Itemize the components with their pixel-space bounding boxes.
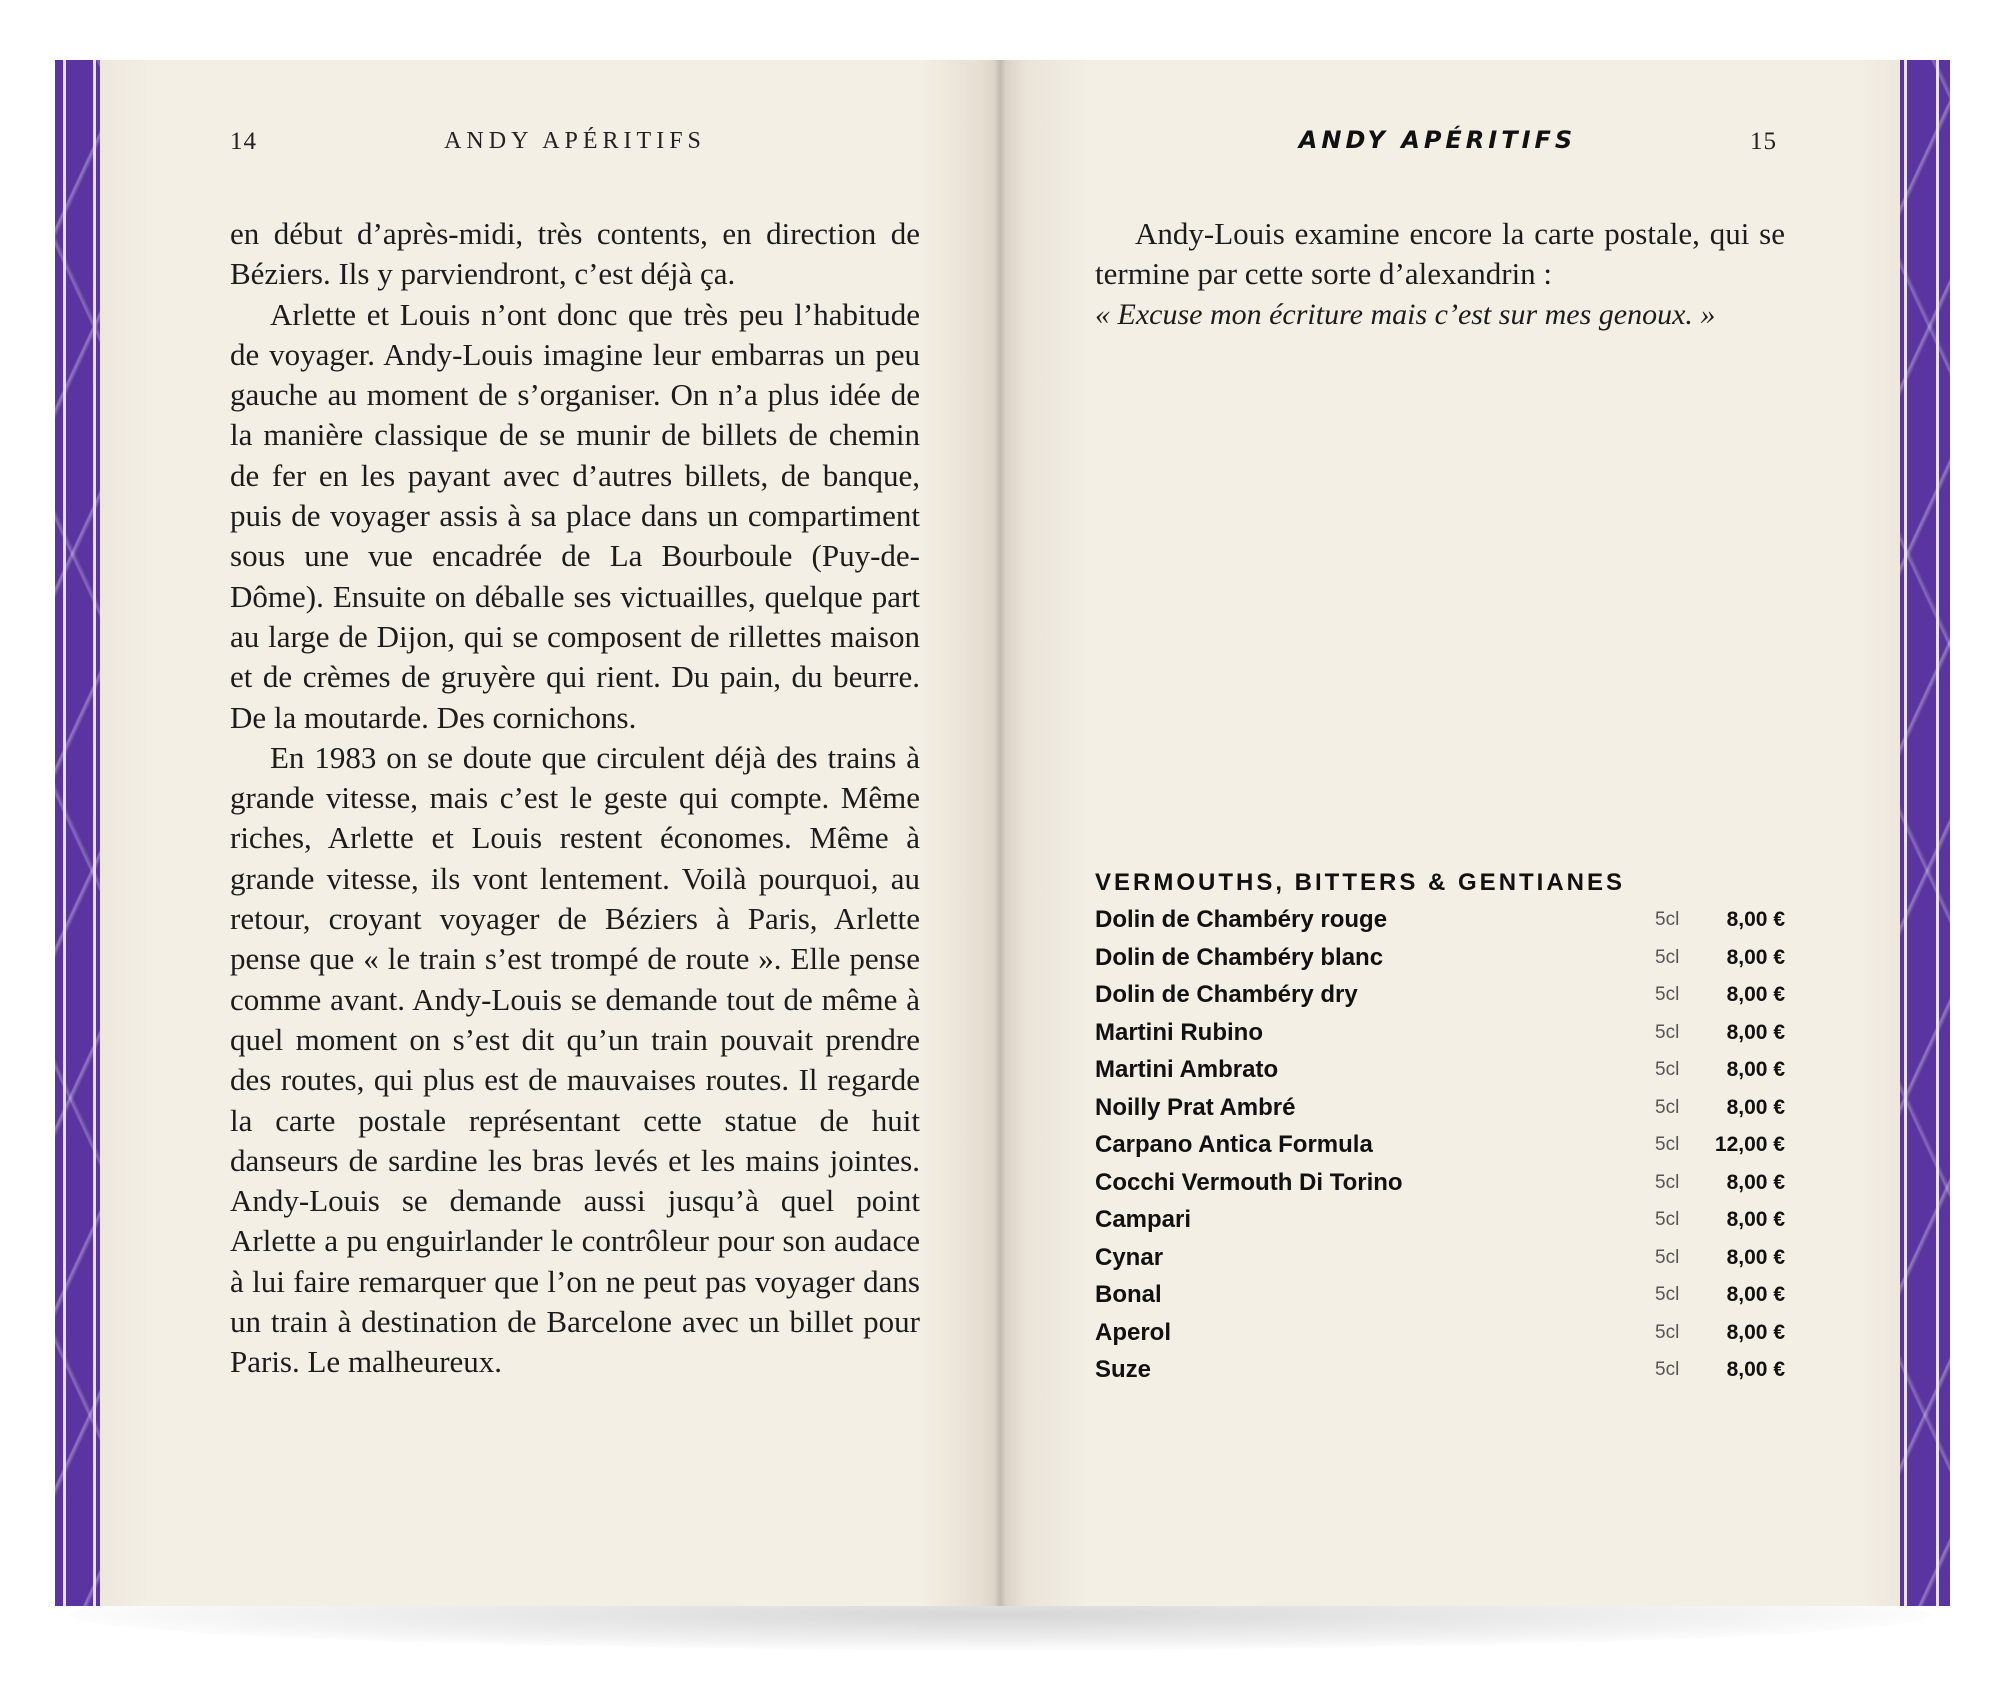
- menu-item-price: 8,00 €: [1726, 1095, 1785, 1119]
- menu-item: [1095, 1164, 1785, 1202]
- menu-item-price: 8,00 €: [1726, 1208, 1785, 1231]
- menu-item-volume: 5cl: [1655, 1359, 1680, 1380]
- menu-item-price: 8,00 €: [1726, 908, 1785, 931]
- menu-item-name: Campari: [1095, 1206, 1192, 1233]
- cover-rule: [93, 60, 96, 1606]
- cover-rule: [1904, 60, 1907, 1606]
- menu-item-volume: 5cl: [1655, 1321, 1680, 1343]
- menu-item: [1095, 1314, 1785, 1352]
- menu-item: [1095, 1089, 1785, 1127]
- menu-item-volume: 5cl: [1655, 1134, 1680, 1155]
- paragraph: En 1983 on se doute que circulent déjà des trains à grande vitesse, mais c’est le geste qui compte. Même riches, Arlette et Louis restent économes. Même à grande vitesse, ils vont lentement. Voilà pourquoi, au retour, croyant voyager de Béziers à Paris, Arlette pense que « le train s’est trompé de route ». Elle pense comme avant. Andy-Louis se demande tout de même à quel moment on s’est dit qu’un train pouvait prendre des routes, qui plus est de mauvaises routes. Il regarde la carte postale représentant cette statue de huit danseurs de sardine les bras levés et les mains jointes. Andy-Louis se demande aussi jusqu’à quel point Arlette a pu enguirlander le contrôleur pour son audace à lui faire remarquer que l’on ne peut pas voyager dans un train à destination de Barcelone avec un billet pour Paris. Le malheureux.: [230, 739, 920, 1380]
- menu-item-name: Cocchi Vermouth Di Torino: [1095, 1168, 1403, 1196]
- menu-item-volume: 5cl: [1655, 1096, 1680, 1118]
- menu-item-volume: 5cl: [1655, 984, 1680, 1005]
- menu-item-volume: 5cl: [1655, 1246, 1680, 1268]
- menu-item-price: 8,00 €: [1726, 1283, 1785, 1306]
- menu-item-name: Suze: [1095, 1356, 1152, 1383]
- cover-rule: [63, 60, 66, 1606]
- menu-item: [1095, 1239, 1785, 1277]
- right-running-head: ANDY APÉRITIFS: [1298, 126, 1577, 154]
- menu-item-price: 8,00 €: [1726, 1320, 1785, 1344]
- menu-item: [1095, 1351, 1785, 1389]
- menu-item-volume: 5cl: [1655, 1059, 1680, 1080]
- menu-item-price: 8,00 €: [1726, 1245, 1785, 1269]
- paragraph: en début d’après-midi, très contents, en direction de Béziers. Ils y parviendront, c’est déjà ça.: [230, 216, 920, 292]
- drinks-menu: [1095, 865, 1785, 1389]
- menu-item-price: 8,00 €: [1726, 1020, 1785, 1044]
- menu-item: [1095, 1014, 1785, 1052]
- menu-item-name: Carpano Antica Formula: [1095, 1131, 1373, 1158]
- paragraph: Andy-Louis examine encore la carte postale, qui se termine par cette sorte d’alexandrin :: [1095, 216, 1785, 292]
- left-page-number: 14: [230, 128, 257, 155]
- menu-item-price: 12,00 €: [1714, 1133, 1785, 1156]
- menu-item-price: 8,00 €: [1726, 1058, 1785, 1081]
- menu-item-volume: 5cl: [1655, 1021, 1680, 1043]
- menu-item-volume: 5cl: [1655, 909, 1680, 930]
- menu-item-price: 8,00 €: [1726, 983, 1785, 1006]
- left-running-head: ANDY APÉRITIFS: [444, 128, 706, 154]
- menu-item-price: 8,00 €: [1726, 1358, 1785, 1381]
- book-gutter: [994, 60, 1006, 1606]
- menu-item: [1095, 1201, 1785, 1239]
- menu-item-name: Bonal: [1095, 1281, 1162, 1308]
- menu-item-volume: 5cl: [1655, 1171, 1680, 1193]
- menu-item-name: Martini Rubino: [1095, 1018, 1263, 1046]
- paragraph: Arlette et Louis n’ont donc que très peu l’habitude de voyager. Andy-Louis imagine leur embarras un peu gauche au moment de s’organiser. On n’a plus idée de la manière classique de se munir de billets de chemin de fer en les payant avec d’autres billets, de banque, puis de voyager assis à sa place dans un compartiment sous une vue encadrée de La Bourboule (Puy-de-Dôme). Ensuite on déballe ses victuailles, quelque part au large de Dijon, qui se composent de rillettes maison et de crèmes de gruyère qui rient. Du pain, du beurre. De la moutarde. Des cornichons.: [230, 296, 920, 735]
- quote: « Excuse mon écriture mais c’est sur mes genoux. »: [1095, 297, 1716, 331]
- cover-rule: [1936, 60, 1939, 1606]
- menu-item: [1095, 1126, 1785, 1164]
- menu-item-name: Noilly Prat Ambré: [1095, 1093, 1296, 1121]
- menu-item-volume: 5cl: [1655, 1209, 1680, 1230]
- left-page-body: [230, 214, 920, 1383]
- menu-item-name: Aperol: [1095, 1318, 1172, 1346]
- menu-item-price: 8,00 €: [1726, 1170, 1785, 1194]
- menu-item-name: Martini Ambrato: [1095, 1056, 1279, 1083]
- menu-item: [1095, 939, 1785, 977]
- menu-item-volume: 5cl: [1655, 946, 1680, 968]
- menu-item: [1095, 901, 1785, 939]
- menu-item: [1095, 1276, 1785, 1314]
- menu-item-name: Dolin de Chambéry dry: [1095, 981, 1358, 1008]
- menu-item-name: Cynar: [1095, 1243, 1164, 1271]
- menu-title: VERMOUTHS, BITTERS & GENTIANES: [1095, 869, 1626, 896]
- menu-item: [1095, 976, 1785, 1014]
- menu-item-name: Dolin de Chambéry rouge: [1095, 906, 1388, 933]
- right-page-body: [1095, 214, 1785, 335]
- menu-item-name: Dolin de Chambéry blanc: [1095, 943, 1384, 971]
- right-page-number: 15: [1750, 128, 1777, 155]
- menu-list: [1095, 901, 1785, 1389]
- menu-item-volume: 5cl: [1655, 1284, 1680, 1305]
- menu-item-price: 8,00 €: [1726, 945, 1785, 969]
- menu-item: [1095, 1051, 1785, 1089]
